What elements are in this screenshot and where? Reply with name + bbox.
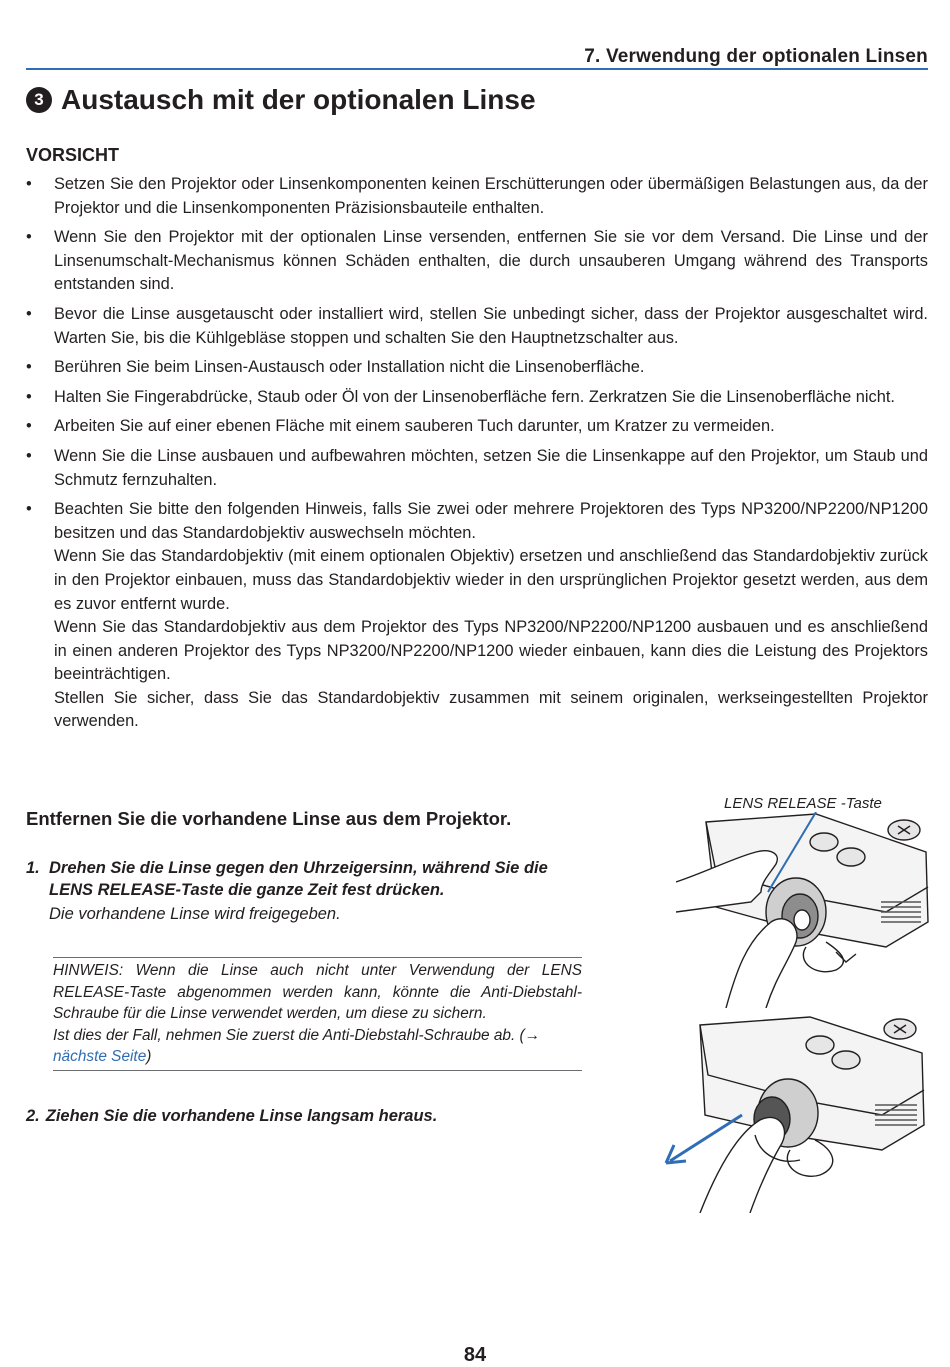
page-number: 84 <box>463 1344 487 1366</box>
step-number: 2. <box>26 1107 40 1125</box>
caution-item: • Arbeiten Sie auf einer ebenen Fläche mit einem sauberen Tuch darunter, um Kratzer zu vermeiden. <box>26 415 928 439</box>
step-text: Ziehen Sie die vorhandene Linse langsam heraus. <box>45 1107 438 1125</box>
caution-item-standard-lens <box>26 498 928 734</box>
caution-list <box>26 173 928 740</box>
section-number-badge: 3 <box>26 87 52 113</box>
caution-item: • Setzen Sie den Projektor oder Linsenkomponenten keinen Erschütterungen oder übermäßigen Belastungen aus, da der Projektor und die Linsenkomponenten Präzisionsbauteile enthalten. <box>26 173 928 220</box>
caution-item: • Bevor die Linse ausgetauscht oder installiert wird, stellen Sie unbedingt sicher, dass der Projektor ausgeschaltet wird. Warten Sie, bis die Kühlgebläse stoppen und schalten Sie den Hauptnetzschalter aus. <box>26 303 928 350</box>
remove-lens-illustration <box>660 1015 934 1213</box>
lens-release-illustration <box>676 812 934 1008</box>
caution-item: • Berühren Sie beim Linsen-Austausch oder Installation nicht die Linsenoberfläche. <box>26 356 928 380</box>
note-box <box>53 957 582 1071</box>
step-text: Drehen Sie die Linse gegen den Uhrzeigersinn, während Sie die LENS RELEASE-Taste die ganze Zeit fest drücken. <box>49 859 548 899</box>
caution-item: • Wenn Sie den Projektor mit der optionalen Linse versenden, entfernen Sie sie vor dem Versand. Die Linse und der Linsenumschalt-Mechanismus können Schäden enthalten, die durch unsauberen Umgang während des Transports entstanden sind. <box>26 226 928 297</box>
note-text-part: Ist dies der Fall, nehmen Sie zuerst die Anti-Diebstahl-Schraube ab. (→ <box>53 1026 541 1044</box>
note-text-2 <box>53 1025 582 1068</box>
removal-heading: Entfernen Sie die vorhandene Linse aus dem Projektor. <box>26 808 512 829</box>
caution-item: • Wenn Sie die Linse ausbauen und aufbewahren möchten, setzen Sie die Linsenkappe auf den Projektor, um Staub und Schmutz fernzuhalten. <box>26 445 928 492</box>
section-title-text: Austausch mit der optionalen Linse <box>61 84 536 115</box>
lens-release-label: LENS RELEASE -Taste <box>724 795 882 812</box>
section-title <box>26 84 536 116</box>
caution-paragraph: Stellen Sie sicher, dass Sie das Standardobjektiv zusammen mit seinem originalen, werkseingestellten Projektor verwenden. <box>54 688 928 731</box>
step-1-description: Die vorhandene Linse wird freigegeben. <box>49 905 341 923</box>
caution-paragraph: • Beachten Sie bitte den folgenden Hinweis, falls Sie zwei oder mehrere Projektoren des Typs NP3200/NP2200/NP1200 besitzen und das Standardobjektiv auswechseln möchten. <box>54 500 928 542</box>
caution-paragraph: Wenn Sie das Standardobjektiv aus dem Projektor des Typs NP3200/NP2200/NP1200 ausbauen und es anschließend in einen anderen Projektor des Typs NP3200/NP2200/NP1200 wieder einbauen, kann dies die Leistung des Projektors beeinträchtigen. <box>54 618 928 684</box>
note-text: HINWEIS: Wenn die Linse auch nicht unter Verwendung der LENS RELEASE-Taste abgenommen werden kann, könnte die Anti-Diebstahl-Schraube für die Linse verwendet werden, um diese zu sichern. <box>53 962 582 1023</box>
caution-heading: VORSICHT <box>26 145 120 165</box>
chapter-title: 7. Verwendung der optionalen Linsen <box>584 46 928 67</box>
note-text-end: ) <box>146 1048 152 1066</box>
step-1 <box>26 857 586 901</box>
step-number: 1. <box>26 859 40 877</box>
caution-item: • Halten Sie Fingerabdrücke, Staub oder Öl von der Linsenoberfläche fern. Zerkratzen Sie die Linsenoberfläche nicht. <box>26 386 928 410</box>
step-2 <box>26 1107 437 1126</box>
next-page-link[interactable]: nächste Seite <box>53 1048 147 1066</box>
caution-paragraph: Wenn Sie das Standardobjektiv (mit einem optionalen Objektiv) ersetzen und anschließend das Standardobjektiv zurück in den Projektor einbauen, muss das Standardobjektiv wieder in den ursprünglichen Projektor gesetzt werden, aus dem es zuvor entfernt wurde. <box>54 547 928 613</box>
header-rule <box>26 68 928 70</box>
